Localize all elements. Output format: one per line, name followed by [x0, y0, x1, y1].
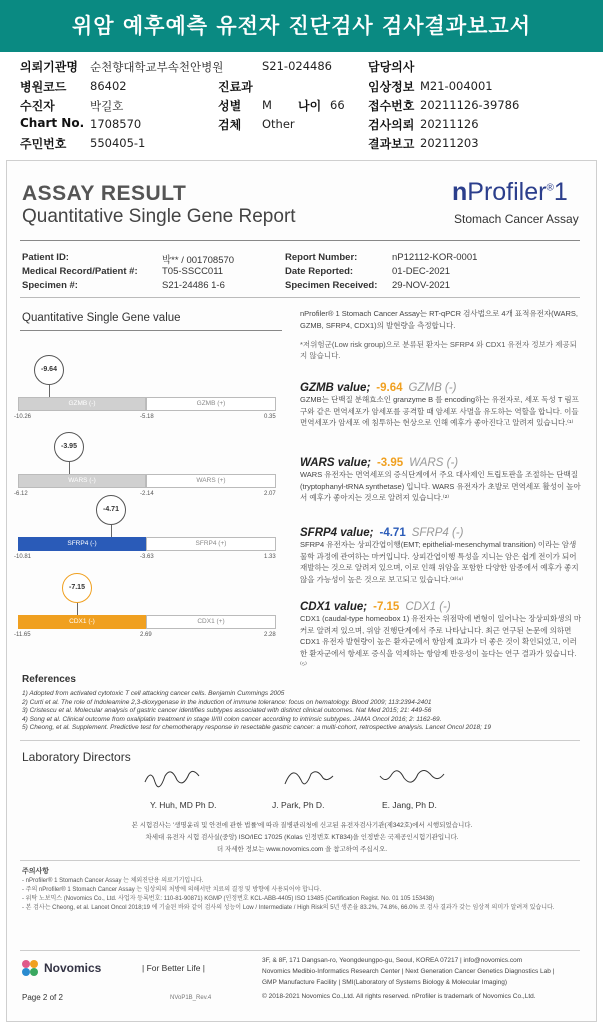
notes-title: 주의사항	[22, 868, 50, 875]
specimen-type-value: Other	[262, 117, 295, 131]
divider	[20, 240, 580, 241]
receipt-label: 접수번호	[368, 99, 415, 113]
sex-label: 성별	[218, 99, 242, 113]
bubble-pointer	[111, 525, 112, 537]
intro-note: *저위험군(Low risk group)으로 분류된 환자는 SFRP4 와 CDX1 유전자 정보가 제공되지 않습니다.	[300, 340, 577, 360]
specimen-type-label: 검체	[218, 118, 242, 132]
bubble-pointer	[69, 462, 70, 474]
novomics-logo-icon	[20, 958, 40, 978]
doctor-label: 담당의사	[368, 60, 415, 74]
note-line: - 주의 nProfiler® 1 Stomach Cancer Assay 는 임상의의 처방에 의해서만 치료의 결정 및 방향에 사용되어야 합니다.	[22, 887, 322, 893]
chart-no-label: Chart No.	[20, 116, 85, 130]
note-line: - nProfiler® 1 Stomach Cancer Assay 는 체외진단용 의료기기입니다.	[22, 878, 204, 884]
patient-label: 수진자	[20, 99, 55, 113]
gene-value-number: -7.15	[373, 601, 400, 613]
company-name: Novomics	[44, 961, 102, 975]
gene-value-bubble: -3.95	[54, 432, 84, 462]
director-2: J. Park, Ph D.	[272, 800, 325, 810]
reference-item: 1) Adopted from activated cytotoxic T cell attacking cancer cells. Benjamin Cummings 2005	[22, 690, 285, 697]
divider	[20, 740, 580, 741]
gene-status: CDX1 (-)	[405, 601, 451, 613]
copyright: © 2018-2021 Novomics Co.,Ltd. All rights reserved. nProfiler is trademark of Novomics Co.,Ltd.	[262, 993, 536, 1000]
report-subtitle: Quantitative Single Gene Report	[22, 206, 296, 227]
notes-list	[22, 877, 582, 913]
age-label: 나이	[298, 99, 322, 113]
notice-3: 더 자세한 정보는 www.novomics.com 을 참고하여 주십시오.	[216, 846, 388, 853]
gene-status: WARS (-)	[409, 457, 459, 469]
bubble-pointer	[77, 603, 78, 615]
receipt-value: 20211126-39786	[420, 98, 520, 112]
bubble-pointer	[49, 385, 50, 397]
request-date-label: 검사의뢰	[368, 118, 415, 132]
sex-value: M	[262, 98, 272, 112]
nprofiler-logo: nProfiler®1	[452, 178, 568, 206]
mrn-value: T05-SSCC011	[162, 266, 224, 277]
gene-bar-tick: 2.28	[264, 632, 276, 638]
note-line: - 본 검사는 Cheong, et al. Lancet Oncol 2018;19 에 기술된 바와 같이 검사의 성능이 Low / Intermediate / High Risk의 5년 생존율 83.2%, 74.8%, 66.0% 로 검사 결과가 갖는 임상적 의미가 알려져 있습니다.	[22, 905, 555, 911]
gene-bar-negative: GZMB (-)	[18, 397, 146, 411]
rrn-label: 주민번호	[20, 137, 67, 151]
gene-bar-tick: -10.81	[14, 554, 32, 560]
gene-value-bubble: -7.15	[62, 573, 92, 603]
gene-status: GZMB (-)	[408, 382, 457, 394]
gene-bar-tick: -3.63	[140, 554, 154, 560]
gene-bar-negative: CDX1 (-)	[18, 615, 146, 629]
gene-status: SFRP4 (-)	[411, 527, 464, 539]
reference-item: 2) Curti et al. The role of Indoleamine 2,3-dioxygenase in the induction of immune tolerance: focus on hematology. Blood 2009; 113:2394-2401	[22, 698, 432, 706]
company-slogan: | For Better Life |	[142, 963, 205, 973]
gene-bar-positive: SFRP4 (+)	[146, 537, 276, 551]
page-number: Page 2 of 2	[22, 993, 63, 1002]
institution-value: 순천향대학교부속천안병원	[90, 60, 224, 74]
signature-huh	[145, 771, 199, 786]
gene-value-number: -9.64	[376, 382, 403, 394]
gene-bar-tick: -10.26	[14, 414, 32, 420]
mrn-label: Medical Record/Patient #:	[22, 266, 138, 277]
signature-jang	[380, 770, 444, 782]
divider	[20, 950, 580, 951]
clinical-label: 임상정보	[368, 80, 415, 94]
director-1: Y. Huh, MD Ph D.	[150, 800, 217, 810]
specimen-received-label: Specimen Received:	[285, 280, 378, 291]
intro-text: nProfiler® 1 Stomach Cancer Assay는 RT-qPCR 검사법으로 4개 표적유전자(WARS, GZMB, SFRP4, CDX1)의 발현량을 측정합니다.	[300, 309, 578, 330]
date-reported-label: Date Reported:	[285, 266, 354, 277]
specimen-no-label: Specimen #:	[22, 280, 78, 291]
gene-value-bubble: -4.71	[96, 495, 126, 525]
age-value: 66	[330, 98, 345, 112]
gene-description: GZMB는 단백질 분해효소인 granzyme B 를 encoding하는 유전자로, 세포 독성 T 림프구와 같은 면역세포가 암세포를 공격할 때 암세포 사멸을 유도하는 역할을 합니다. 이들 면역세포가 암세포 에 침투하는 현상으로 인해 예후가 좋아진다고 알려져 있습니다.⁽¹⁾	[300, 395, 579, 427]
gene-bar-positive: GZMB (+)	[146, 397, 276, 411]
gene-bar-tick: -5.18	[140, 414, 154, 420]
request-date-value: 20211126	[420, 117, 479, 131]
gene-value-number: -3.95	[376, 457, 404, 469]
hospital-code-value: 86402	[90, 79, 127, 93]
doc-code: NVoP1B_Rev.4	[170, 995, 212, 1001]
report-number-value: nP12112-KOR-0001	[392, 252, 478, 263]
gene-description: WARS 유전자는 면역세포의 증식단계에서 주요 대사제인 트립토판을 조절하는 단백질(tryptophanyl-tRNA synthetase) 입니다. WARS 유전자가 초발로 면역세포 활성이 높아서 예후가 좋아지는 것으로 알려져 있습니다.⁽²⁾	[300, 470, 581, 502]
divider	[20, 297, 580, 298]
signatures	[140, 762, 540, 794]
report-banner-title: 위암 예후예측 유전자 진단검사 검사결과보고서	[0, 0, 603, 52]
gene-bar-tick: -2.14	[140, 491, 154, 497]
gene-bar-negative: SFRP4 (-)	[18, 537, 146, 551]
company-line-2: Novomics Medibio-Informatics Research Center | Next Generation Cancer Genetics Diagnostics Lab |	[262, 968, 555, 975]
brand-subtitle: Stomach Cancer Assay	[454, 212, 579, 226]
date-reported-value: 01-DEC-2021	[392, 266, 451, 277]
rrn-value: 550405-1	[90, 136, 146, 150]
institution-label: 의뢰기관명	[20, 60, 78, 74]
institution-code-value: S21-024486	[262, 59, 332, 73]
gene-bar-positive: WARS (+)	[146, 474, 276, 488]
company-line-3: GMP Manufacture Facility | SMI(Laboratory of Systems Biology & Molecular Imaging)	[262, 979, 508, 986]
report-date-label: 결과보고	[368, 137, 415, 151]
reference-item: 5) Cheong, et al. Supplement. Predictive test for chemotherapy response in resectable gastric cancer: a multi-cohort, retrospective analysis. Lancet Oncol 2018; 19	[22, 724, 491, 731]
gene-value-label: GZMB value;	[300, 382, 371, 394]
gene-value-label: SFRP4 value;	[300, 527, 374, 539]
gene-value-label: CDX1 value;	[300, 601, 368, 613]
note-line: - 위탁 노보믹스 (Novomics Co., Ltd. 사업자 등록번호: 110-81-90871) KGMP (인정번호 KCL-ABB-4405) ISO 13485 (Certification Regist. No. 01 105 153438)	[22, 896, 435, 902]
assay-result-title: ASSAY RESULT	[22, 182, 187, 205]
notice-1: 본 시험검사는 '생명윤리 및 안전에 관한 법률'에 따라 질병관리청에 신고된 유전자검사기관(제342호)에서 시행되었습니다.	[131, 822, 473, 829]
gene-bar-tick: 2.07	[264, 491, 276, 497]
section-title: Quantitative Single Gene value	[22, 312, 181, 324]
report-number-label: Report Number:	[285, 252, 358, 263]
gene-description: CDX1 (caudal-type homeobox 1) 유전자는 위점막에 변형이 일어나는 장상피화생의 마커로 알려져 있으며, 위암 진행단계에서 주로 나타납니다. 최근 연구된 논문에 의하면 CDX1 유전자 발현량이 높은 환자군에서 항암제 효과가 더 좋은 것이 확인되었고, 이러한 환자군에서 항세포 증식을 억제하는 항암제 반응성이 높다는 연구 결과가 있습니다.⁽⁵⁾	[300, 614, 582, 669]
director-3: E. Jang, Ph D.	[382, 800, 437, 810]
report-date-value: 20211203	[420, 136, 479, 150]
specimen-received-value: 29-NOV-2021	[392, 280, 451, 291]
gene-description: SFRP4 유전자는 상피간엽이행(EMT; epithelial-mesenchymal transition) 이라는 암생물학 과정에 관여하는 마커입니다. 상피간엽이행 특성을 지니는 암은 쉽게 전이가 되어 재발하는 것으로 알려져 있으며, 이로 인해 위암을 포함한 다양한 암종에서 예후가 좋지 않을 가능성이 높은 것으로 보고되고 있습니다.⁽³⁾⁽⁴⁾	[300, 540, 579, 584]
specimen-no-value: S21-24486 1-6	[162, 280, 225, 291]
gene-value-label: WARS value;	[300, 457, 371, 469]
gene-bar-tick: 0.35	[264, 414, 276, 420]
gene-bar-tick: 1.33	[264, 554, 276, 560]
patient-id-label: Patient ID:	[22, 252, 69, 263]
divider	[20, 330, 282, 331]
gene-bar-tick: 2.69	[140, 632, 152, 638]
references-title: References	[22, 674, 76, 685]
divider	[20, 860, 580, 861]
reference-item: 3) Cristescu et al. Molecular analysis of gastric cancer identifies subtypes associated with distinct clinical outcomes. Nat Med 2015; 21: 449-56	[22, 707, 432, 714]
company-address: 3F, & 8F, 171 Dangsan-ro, Yeongdeungpo-gu, Seoul, KOREA 07217 | info@novomics.com	[262, 957, 523, 964]
gene-bar-negative: WARS (-)	[18, 474, 146, 488]
chart-no-value: 1708570	[90, 117, 142, 131]
lab-directors-title: Laboratory Directors	[22, 750, 131, 764]
patient-value: 박길호	[90, 99, 124, 113]
signature-park	[285, 772, 333, 784]
gene-bar-tick: -11.65	[14, 632, 31, 638]
notice-2: 차세대 유전자 시험 검사실(중앙) ISO/IEC 17025 (Kolas 인정번호 KT834)을 인정받은 국제공인시험기관입니다.	[145, 834, 459, 841]
gene-value-bubble: -9.64	[34, 355, 64, 385]
gene-bar-tick: -6.12	[14, 491, 28, 497]
clinical-value: M21-004001	[420, 79, 493, 93]
dept-label: 진료과	[218, 80, 253, 94]
hospital-code-label: 병원코드	[20, 80, 67, 94]
reference-item: 4) Song et al. Clinical outcome from oxaliplatin treatment in stage II/III colon cancer according to intrinsic subtypes. JAMA Oncol 2016; 2: 1162-69.	[22, 715, 442, 723]
references-list	[22, 690, 582, 733]
gene-bar-positive: CDX1 (+)	[146, 615, 276, 629]
patient-id-value: 박** / 001708570	[162, 255, 235, 266]
gene-value-number: -4.71	[379, 527, 406, 539]
